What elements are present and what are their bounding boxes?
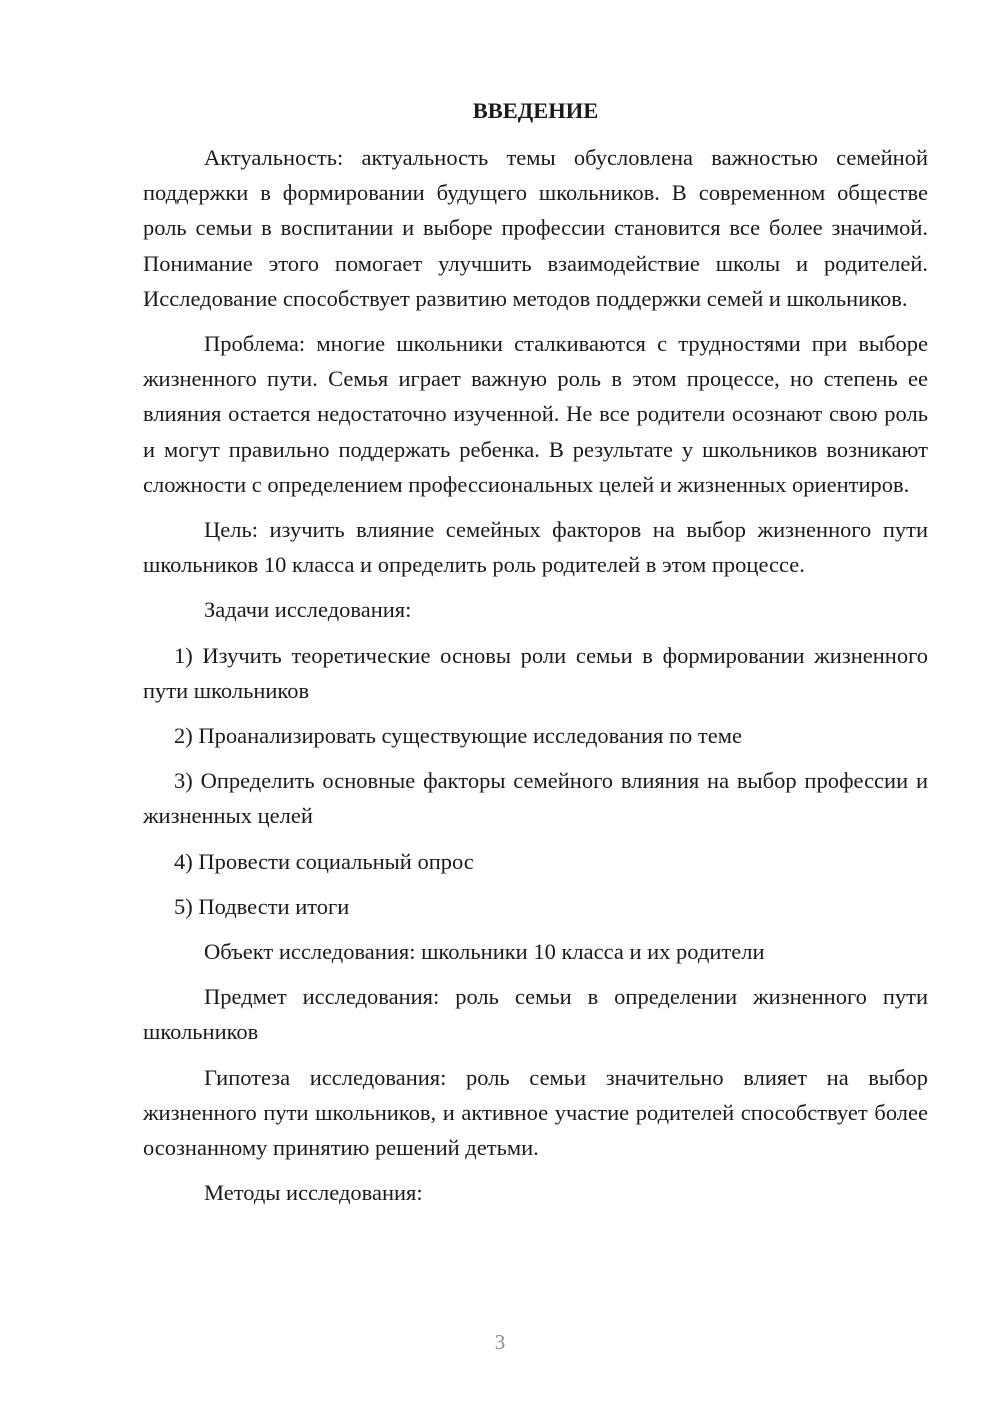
- object-paragraph: Объект исследования: школьники 10 класса и их родители: [204, 939, 765, 965]
- page-body: [143, 93, 928, 1220]
- list-item: 1) Изучить теоретические основы роли семьи в формировании жизненного пути школьников: [143, 642, 928, 703]
- goal-paragraph: Цель: изучить влияние семейных факторов на выбор жизненного пути школьников 10 класса и определить роль родителей в этом процессе.: [143, 517, 928, 578]
- methods-heading: Методы исследования:: [204, 1180, 423, 1206]
- subject-paragraph: Предмет исследования: роль семьи в определении жизненного пути школьников: [143, 984, 928, 1045]
- list-item: 2) Проанализировать существующие исследования по теме: [174, 723, 742, 749]
- page-title: ВВЕДЕНИЕ: [472, 98, 599, 123]
- list-item: 3) Определить основные факторы семейного влияния на выбор профессии и жизненных целей: [143, 768, 928, 829]
- page-number: 3: [494, 1330, 506, 1354]
- problem-paragraph: Проблема: многие школьники сталкиваются с трудностями при выборе жизненного пути. Семья играет важную роль в этом процессе, но степень ее влияния остается недостаточно изученной. Не все родители осознают свою роль и могут правильно поддержать ребенка. В результате у школьников возникают сложности с определением профессиональных целей и жизненных ориентиров.: [143, 331, 928, 497]
- tasks-heading: Задачи исследования:: [204, 597, 412, 623]
- list-item: 5) Подвести итоги: [174, 893, 350, 919]
- tasks-list: [143, 638, 928, 924]
- hypothesis-paragraph: Гипотеза исследования: роль семьи значительно влияет на выбор жизненного пути школьников, и активное участие родителей способствует более осознанному принятию решений детьми.: [143, 1064, 928, 1161]
- relevance-paragraph: Актуальность: актуальность темы обусловлена важностью семейной поддержки в формировании будущего школьников. В современном обществе роль семьи в воспитании и выборе профессии становится все более значимой. Понимание этого помогает улучшить взаимодействие школы и родителей. Исследование способствует развитию методов поддержки семей и школьников.: [143, 145, 928, 311]
- list-item: 4) Провести социальный опрос: [174, 848, 474, 874]
